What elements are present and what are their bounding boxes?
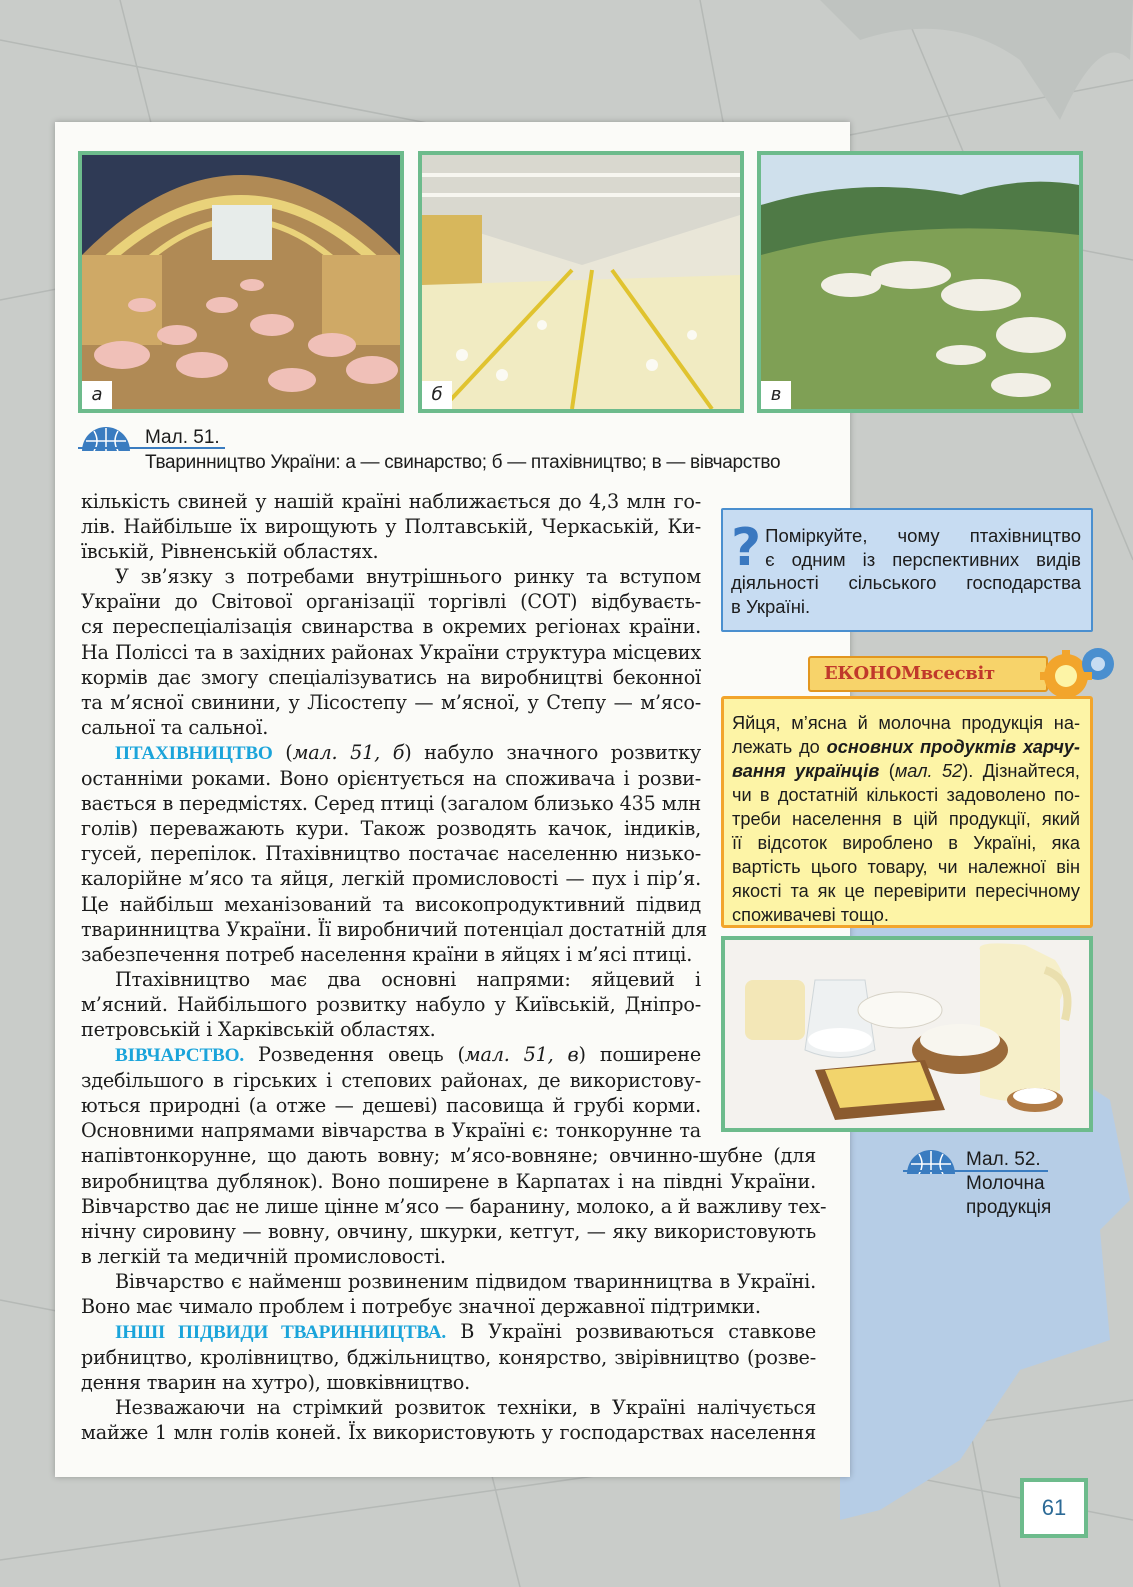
econ-line: вартість цього товару, чи належної він	[732, 857, 1080, 877]
emphasis-text: вання українців	[732, 761, 880, 781]
text-line: На Поліссі та в західних районах України структура місцевих	[81, 640, 701, 664]
text-line: здебільшого в гірських і степових районах, де використову-	[81, 1069, 701, 1093]
figure-51-text: Тваринництво України: а — свинарство; б — птахівництво; в — вівчарство	[145, 452, 781, 473]
econ-info-box	[721, 696, 1093, 928]
think-question-box	[721, 508, 1093, 632]
heading-poultry: ПТАХІВНИЦТВО	[115, 742, 273, 764]
text-line: в легкій та медичній промисловості.	[81, 1244, 446, 1268]
text-line: нічну сировину — вовну, овчину, шкурки, кетгут, — яку використовують	[81, 1219, 816, 1243]
text-line: Основними напрямами вівчарства в Україні є: тонкорунне та	[81, 1119, 701, 1143]
text-line: Птахівництво має два основні напрями: яйцевий і	[115, 967, 701, 991]
text-line: калорійне м’ясо та яйця, легкій промисловості — пух і пір’я.	[81, 867, 701, 891]
text-line: майже 1 млн голів коней. Їх використовують у господарствах населення	[81, 1421, 816, 1445]
text-fragment: ) поширене	[578, 1043, 701, 1067]
text-line	[81, 1319, 816, 1345]
figure-52-label: Мал. 52.	[966, 1149, 1041, 1170]
heading-other-subtypes: ІНШІ ПІДВИДИ ТВАРИННИЦТВА.	[115, 1322, 446, 1344]
think-line: є одним із перспективних видів	[765, 548, 1081, 570]
paragraph-pigs-count	[81, 489, 821, 564]
econ-line: Яйця, м’ясна й молочна продукція на-	[732, 713, 1080, 733]
emphasis-text: основних продуктів харчу-	[826, 737, 1080, 757]
paragraph-sheep-problems	[81, 1269, 821, 1319]
text-line: голів) переважають кури. Також розводять качок, індиків,	[81, 817, 701, 841]
text-fragment: В Україні розвиваються ставкове	[446, 1320, 817, 1344]
page-number: 61	[1020, 1478, 1088, 1538]
photo-dairy-products	[721, 936, 1093, 1132]
text-fragment: набуло значного розвитку	[411, 740, 701, 764]
question-mark-icon: ?	[731, 518, 762, 578]
econ-line: треби населення в цій продукції, який	[732, 809, 1080, 829]
text-line: м’ясний. Найбільшого розвитку набуло у Київській, Дніпро-	[81, 992, 701, 1016]
text-line: Воно має чимало проблем і потребує значної державної підтримки.	[81, 1295, 761, 1318]
text-line: Незважаючи на стрімкий розвиток техніки, в Україні налічується	[115, 1396, 816, 1420]
paragraph-pig-specialization	[81, 564, 821, 740]
figure-ref: мал. 52	[894, 761, 963, 781]
text-line: вається в передмістях. Серед птиці (загалом близько 435 млн	[81, 792, 701, 816]
photo-letter-v: в	[761, 381, 791, 409]
text-line: тваринництва України. Її виробничий потенціал достатній для	[81, 917, 708, 941]
text-line: Це найбільш механізований та високопродуктивний підвид	[81, 892, 701, 916]
text-line: рибництво, кролівництво, бджільництво, конярство, звірівництво (розве-	[81, 1346, 816, 1370]
text-line: ся переспеціалізація свинарства в окремих регіонах країни.	[81, 615, 701, 639]
photo-sheep-pasture	[757, 151, 1083, 413]
econ-line: якості та як це перевірити пересічному	[732, 881, 1080, 901]
text-line: петровській і Харківській областях.	[81, 1017, 436, 1041]
econ-line	[732, 759, 1080, 783]
text-line: України до Світової організації торгівлі (СОТ) відбуваєть-	[81, 590, 701, 614]
figure-52-text-line: продукція	[966, 1197, 1052, 1218]
text-line: останніми роками. Воно орієнтується на споживача і розви-	[81, 767, 701, 791]
text-line: дення тварин на хутро), шовківництво.	[81, 1371, 471, 1395]
photo-letter-a: а	[82, 381, 112, 409]
econ-line: споживачеві тощо.	[732, 905, 889, 925]
figure-ref: мал. 51, б	[292, 740, 405, 764]
text-line: гусей, перепілок. Птахівництво постачає населенню низько-	[81, 842, 701, 866]
text-line: виробництва дублянок). Воно поширене в Карпатах і на півдні України.	[81, 1169, 816, 1193]
think-line: діяльності сільського господарства	[731, 572, 1081, 593]
main-text	[81, 489, 827, 1446]
paragraph-other-subtypes	[81, 1319, 821, 1395]
econ-line: її відсоток вироблено в Україні, яка	[732, 833, 1080, 853]
text-line: ються природні (а отже — дешеві) пасовища й грубі корми.	[81, 1094, 701, 1118]
figure-52-text-line: Молочна	[966, 1173, 1045, 1194]
econ-line: чи в достатній кількості задоволено по-	[732, 785, 1080, 805]
text-line: кормів дає змогу спеціалізуватись на виробництві беконної	[81, 665, 701, 689]
text-line: та м’ясної свинини, у Лісостепу — м’ясної, у Степу — м’ясо-	[81, 690, 701, 714]
paragraph-sheep	[81, 1042, 827, 1269]
text-fragment: (	[879, 761, 895, 781]
text-line: Вівчарство є найменш розвиненим підвидом тваринництва в Україні.	[115, 1269, 816, 1293]
figure-ref: мал. 51, в	[464, 1043, 579, 1067]
photo-letter-b: б	[422, 381, 452, 409]
photo-pig-farm	[78, 151, 404, 413]
text-line: сальної та сальної.	[81, 715, 269, 739]
text-fragment: лежать до	[732, 737, 827, 757]
text-line	[81, 1042, 701, 1068]
figure-51-label: Мал. 51.	[145, 427, 220, 448]
text-fragment: ). Дізнайтеся,	[962, 761, 1080, 781]
text-line: ПТАХІВНИЦТВО (мал. 51, б) набуло значного розвитку	[115, 740, 701, 764]
paragraph-horses	[81, 1395, 821, 1445]
text-line: лів. Найбільше їх вирощують у Полтавській, Черкаській, Ки-	[81, 515, 701, 539]
text-line: ївській, Рівненській областях.	[81, 540, 379, 564]
text-line: У зв’язку з потребами внутрішнього ринку та вступом	[115, 565, 701, 589]
think-line: в Україні.	[731, 595, 811, 617]
photo-poultry-farm	[418, 151, 744, 413]
paragraph-poultry-directions	[81, 967, 821, 1042]
econ-tag: ЕКОНОМвсесвіт	[808, 656, 1048, 692]
econ-line	[732, 735, 1080, 759]
text-line: кількість свиней у нашій країні наближається до 4,3 млн го-	[81, 490, 701, 513]
heading-sheep: ВІВЧАРСТВО.	[115, 1045, 244, 1067]
text-fragment: Розведення овець (	[243, 1043, 465, 1067]
paragraph-poultry	[81, 740, 821, 967]
text-line: напівтонкорунне, що дають вовну; м’ясо-вовняне; овчинно-шубне (для	[81, 1144, 816, 1168]
think-line: Поміркуйте, чому птахівництво	[765, 525, 1081, 546]
text-line: забезпечення потреб населення країни в яйцях і м’ясі птиці.	[81, 942, 693, 966]
text-line: Вівчарство дає не лише цінне м’ясо — баранину, молоко, а й важливу тех-	[81, 1194, 827, 1218]
